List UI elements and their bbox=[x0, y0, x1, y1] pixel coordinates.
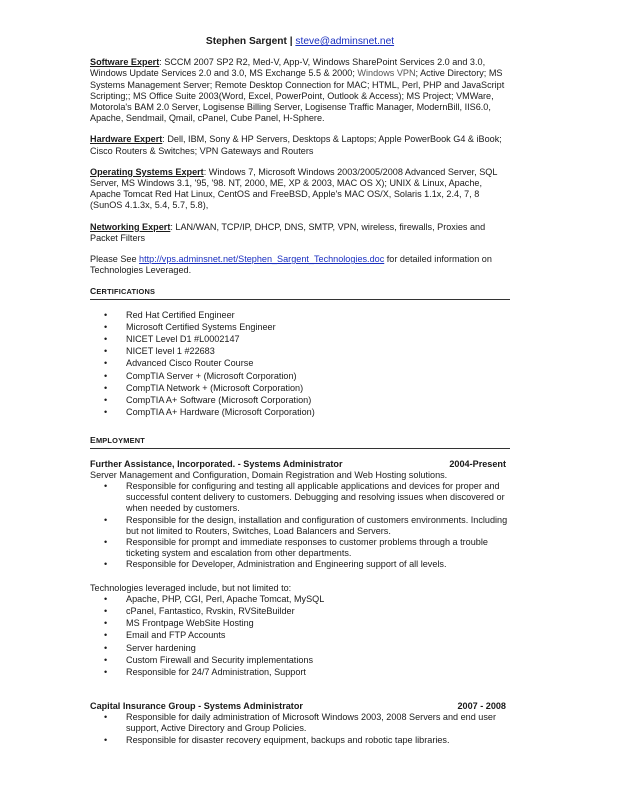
resume-header bbox=[90, 36, 510, 47]
job-header bbox=[90, 701, 510, 712]
list-item: • Responsible for configuring and testing all applicable applications and devices for proper and successful content delivery to customers. Debugging and resolving issues when discovered or when needed by customers. bbox=[104, 480, 505, 514]
tech-list bbox=[90, 594, 510, 679]
list-item: • MS Frontpage WebSite Hosting bbox=[104, 618, 254, 629]
list-item: • cPanel, Fantastico, Rvskin, RVSiteBuilder bbox=[104, 605, 295, 616]
technologies-doc-link[interactable]: http://vps.adminsnet.net/Stephen_Sargent_Technologies.doc bbox=[139, 254, 385, 265]
skills-hardware: Hardware Expert: Dell, IBM, Sony & HP Servers, Desktops & Laptops; Apple PowerBook G4 & iBook; Cisco Routers & Switches; VPN Gateways and Routers bbox=[90, 134, 502, 156]
skill-label: Hardware Expert bbox=[90, 134, 163, 145]
job-summary: Server Management and Configuration, Domain Registration and Web Hosting solutions. bbox=[90, 469, 448, 480]
certifications-heading: CERTIFICATIONS bbox=[90, 286, 510, 299]
list-item: • Email and FTP Accounts bbox=[104, 630, 226, 641]
list-item: • Responsible for 24/7 Administration, Support bbox=[104, 666, 306, 677]
list-item: • CompTIA Network + (Microsoft Corporation) bbox=[104, 382, 304, 393]
skill-label: Networking Expert bbox=[90, 221, 171, 232]
list-item: • Microsoft Certified Systems Engineer bbox=[104, 321, 276, 332]
list-item: • NICET Level D1 #L0002147 bbox=[104, 334, 240, 345]
job-dates: 2004-Present bbox=[449, 458, 506, 469]
tech-intro: Technologies leveraged include, but not limited to: bbox=[90, 582, 292, 593]
list-item: • Advanced Cisco Router Course bbox=[104, 358, 254, 369]
list-item: • NICET level 1 #22683 bbox=[104, 346, 215, 357]
list-item: • Apache, PHP, CGI, Perl, Apache Tomcat, MySQL bbox=[104, 593, 325, 604]
skill-label: Software Expert bbox=[90, 57, 160, 68]
skills-software: Software Expert: SCCM 2007 SP2 R2, Med-V, App-V, Windows SharePoint Services 2.0 and 3.0, Windows Update Services 2.0 and 3.0, MS Exchange 5.5 & 2000; Windows VPN; Active Directory; MS Systems Management Server; Remote Desktop Connection for MAC; HTML, Perl, PHP and JavaScript Scripting;; MS Office Suite 2003(Word, Excel, PowerPoint, Outlook & Access); MS Project; VMWare, Motorola's BAM 2.0 Server, Logisense Billing Server, Logisense Traffic Manager, ModernBill, IIS6.0, Apache, Sendmail, Qmail, cPanel, Cube Panel, H-Sphere. bbox=[90, 57, 505, 124]
list-item: • Responsible for prompt and immediate responses to customer problems through a trouble ticketing system and escalation from other departments. bbox=[104, 536, 488, 559]
header-separator: | bbox=[286, 36, 296, 47]
job-duties bbox=[90, 712, 510, 747]
job-title: Further Assistance, Incorporated. - Systems Administrator bbox=[90, 458, 343, 469]
list-item: • Responsible for the design, installation and configuration of customers environments. Including but not limited to Routers, Switches, Load Balancers and Servers. bbox=[104, 514, 508, 536]
list-item: • Responsible for daily administration of Microsoft Windows 2003, 2008 Servers and end user support, Active Directory and Group Policies. bbox=[104, 712, 497, 734]
skill-label: Operating Systems Expert bbox=[90, 166, 204, 177]
list-item: • CompTIA A+ Hardware (Microsoft Corporation) bbox=[104, 407, 315, 418]
candidate-name: Stephen Sargent bbox=[205, 36, 287, 47]
skills-os: Operating Systems Expert: Windows 7, Microsoft Windows 2003/2005/2008 Advanced Server, SQL Server, MS Windows 3.1, '95, '98. NT, 2000, ME, XP & 2003, MAC OS X); UNIX & Linux, Apache, Apache Tomcat Red Hat Linux, CentOS and FreeBSD, Apple's MAC OS/X, Solaris 1.1x, 2.4, 7, 8 (SunOS 4.1.3x, 5.4, 5.7, 5.8), bbox=[90, 166, 498, 211]
job-duties bbox=[90, 481, 510, 572]
list-item: • CompTIA Server + (Microsoft Corporation) bbox=[104, 370, 297, 381]
job-header bbox=[90, 459, 510, 470]
technologies-note: Please See http://vps.adminsnet.net/Stephen_Sargent_Technologies.doc for detailed information on Technologies Leveraged. bbox=[90, 254, 492, 276]
job-title: Capital Insurance Group - Systems Administrator bbox=[90, 701, 303, 712]
list-item: • Responsible for disaster recovery equipment, backups and robotic tape libraries. bbox=[104, 734, 450, 745]
list-item: • Red Hat Certified Engineer bbox=[104, 309, 235, 320]
employment-heading: EMPLOYMENT bbox=[90, 435, 510, 448]
resume-page bbox=[90, 36, 510, 747]
email-link[interactable]: steve@adminsnet.net bbox=[295, 36, 395, 47]
list-item: • Responsible for Developer, Administration and Engineering support of all levels. bbox=[104, 559, 447, 570]
skills-networking: Networking Expert: LAN/WAN, TCP/IP, DHCP, DNS, SMTP, VPN, wireless, firewalls, Proxies and Packet Filters bbox=[90, 221, 486, 243]
list-item: • CompTIA A+ Software (Microsoft Corporation) bbox=[104, 394, 312, 405]
certifications-list bbox=[90, 310, 510, 420]
list-item: • Custom Firewall and Security implementations bbox=[104, 654, 313, 665]
list-item: • Server hardening bbox=[104, 642, 196, 653]
job-dates: 2007 - 2008 bbox=[457, 701, 506, 712]
